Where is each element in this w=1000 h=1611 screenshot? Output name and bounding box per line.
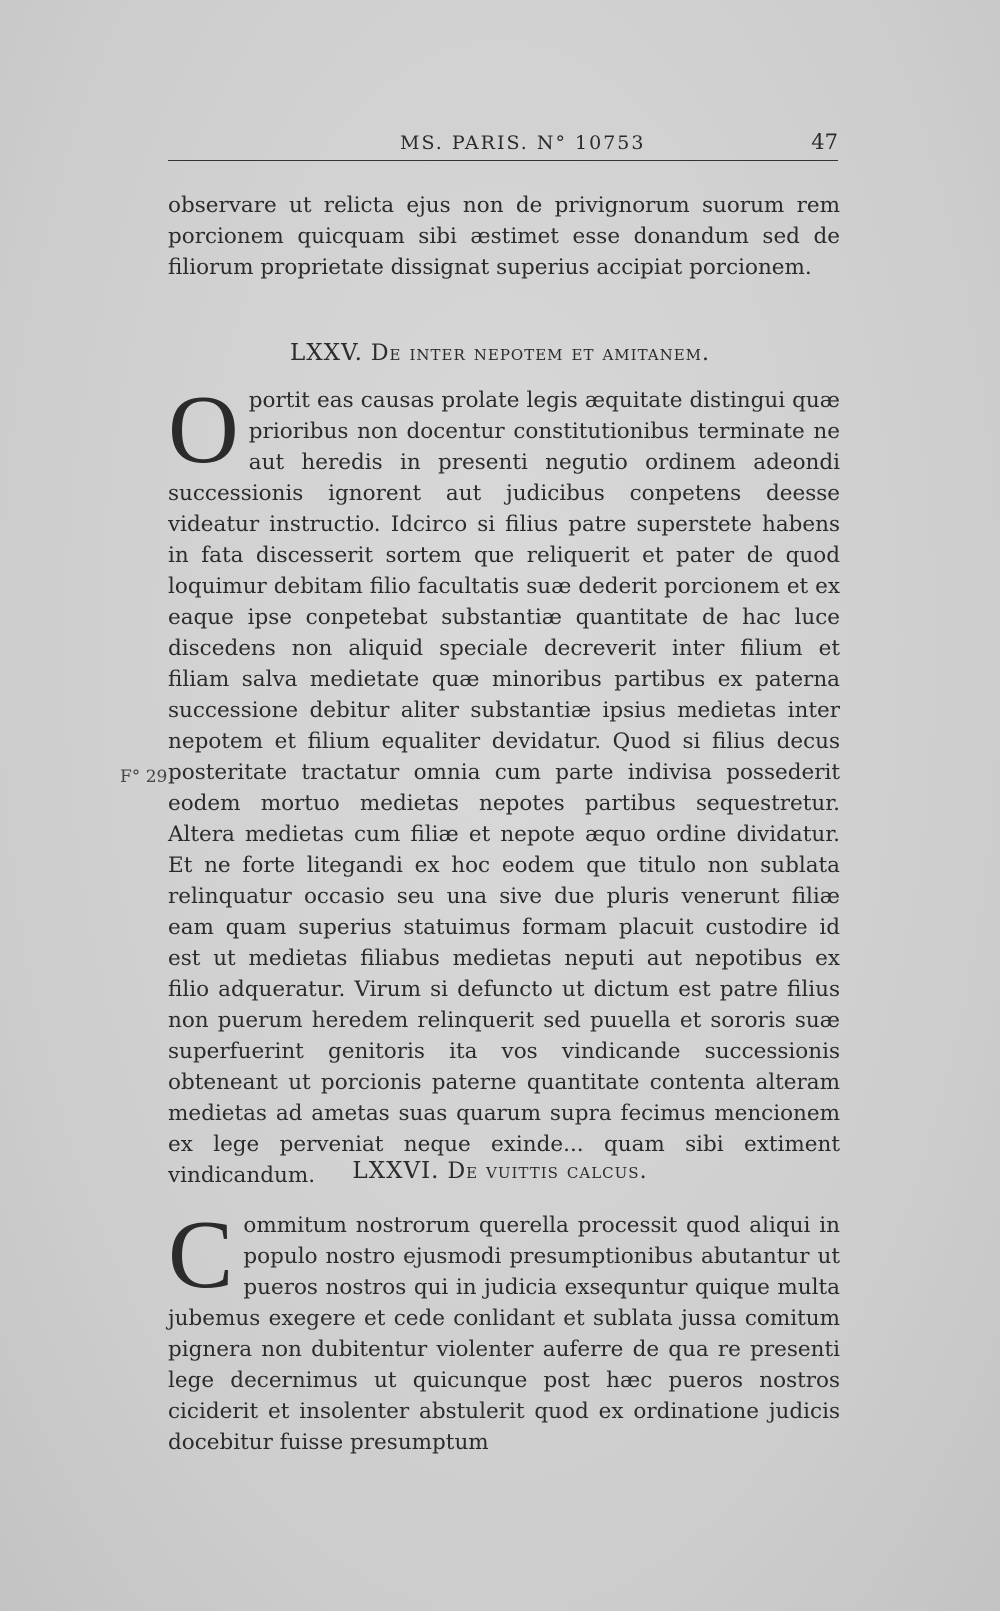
section-76-heading — [0, 1158, 1000, 1184]
page-header — [168, 130, 838, 161]
section-75-heading — [0, 340, 1000, 366]
intro-text: observare ut relicta ejus non de privignorum suorum rem porcionem quicquam sibi æstimet esse donandum sed de filiorum proprietate dissignat superius accipiat porcionem. — [168, 193, 840, 280]
intro-paragraph — [168, 190, 840, 283]
margin-folio-note: F° 29 — [120, 767, 168, 787]
section-76-body — [168, 1201, 840, 1458]
section-76-text: ommitum nostrorum querella processit quod aliqui in populo nostro ejusmodi presumptionibus abutantur ut pueros nostros qui in judicia exsequntur quique multa jubemus exegere et cede conlidant et sublata jussa comitum pignera non dubitentur violenter auferre de qua re presenti lege decernimus ut quicunque post hæc pueros nostros ciciderit et insolenter abstulerit quod ex ordinatione judicis docebitur fuisse presumptum — [168, 1213, 840, 1455]
section-76-numeral: LXXVI. — [352, 1158, 440, 1184]
page-number: 47 — [811, 130, 838, 154]
section-75-body — [168, 376, 840, 1191]
section-75-title: De inter nepotem et amitanem. — [370, 341, 711, 366]
section-75-text: portit eas causas prolate legis æquitate distingui quæ prioribus non docentur constitutionibus terminate ne aut heredis in presenti negutio ordinem adeondi successionis ignorent aut judicibus conpetens deesse videatur instructio. Idcirco si filius patre superstete habens in fata discesserit sortem que reliquerit et pater de quod loquimur debitam filio facultatis suæ dederit porcionem et ex eaque ipse conpetebat substantiæ quantitate de hac luce discedens non aliquid speciale decreverit inter filium et filiam salva medietate quæ minoribus partibus ex paterna successione debitur aliter substantiæ ipsius medietas inter nepotem et filium equaliter devidatur. Quod si filius decus posteritate tractatur omnia cum parte indivisa possederit eodem mortuo medietas nepotes partibus sequestretur. Altera medietas cum filiæ et nepote æquo ordine dividatur. Et ne forte litegandi ex hoc eodem que titulo non sublata relinquatur occasio seu una sive due pluris venerunt filiæ eam quam superius statuimus formam placuit custodire id est ut medietas filiabus medietas neputi aut nepotibus ex filio adqueratur. Virum si defuncto ut dictum est patre filius non puerum heredem relinquerit sed puuella et sororis suæ superfuerint genitoris ita vos vindicande successionis obteneant ut porcionis paterne quantitate contenta alteram medietas ad ametas suas quarum supra fecimus mencionem ex lege perveniat neque exinde... quam sibi extiment vindicandum. — [168, 388, 840, 1188]
section-75-dropcap: O — [168, 376, 239, 484]
running-title: MS. PARIS. N° 10753 — [400, 132, 646, 154]
section-76-dropcap: C — [168, 1201, 234, 1309]
section-76-title: De vuittis calcus. — [447, 1159, 648, 1184]
section-75-numeral: LXXV. — [289, 340, 363, 366]
